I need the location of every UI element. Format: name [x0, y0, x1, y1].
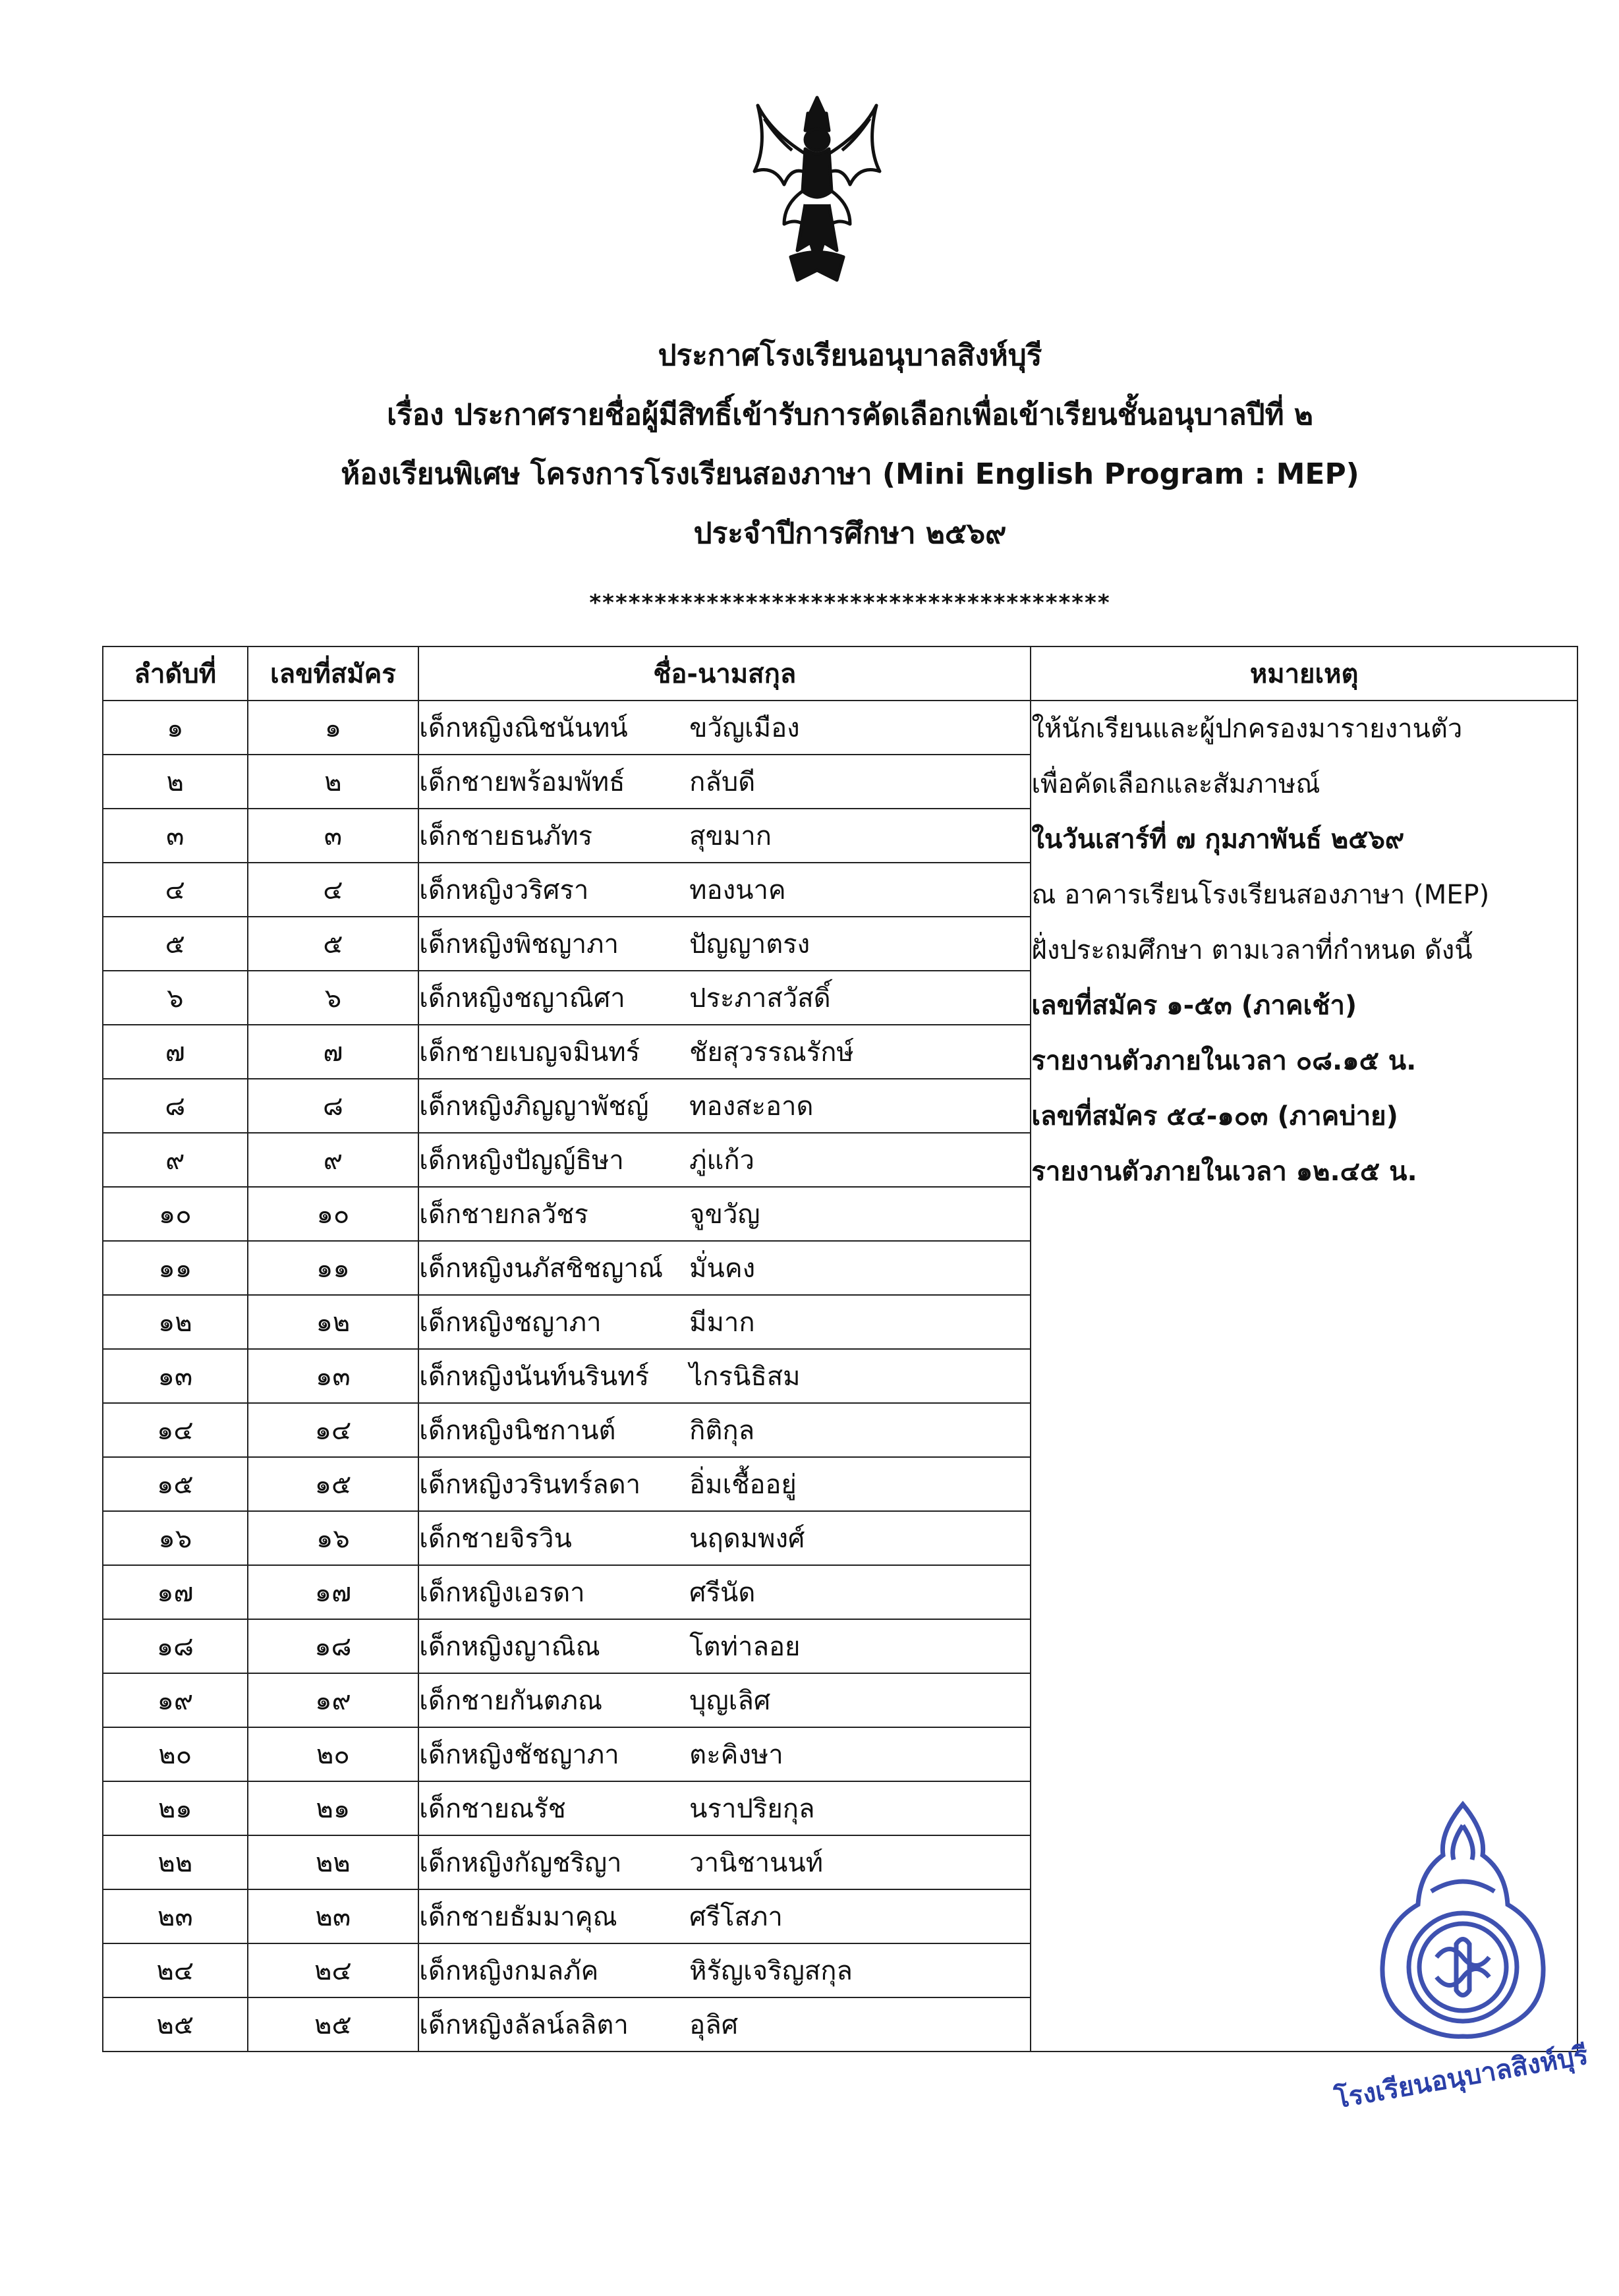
remark-line: รายงานตัวภายในเวลา ๑๒.๔๕ น. [1031, 1157, 1417, 1187]
first-name: เด็กหญิงเอรดา [419, 1578, 585, 1608]
application-no-cell: ๒ [248, 755, 419, 809]
first-name: เด็กชายกันตภณ [419, 1686, 603, 1716]
name-cell [418, 1781, 1031, 1835]
last-name: ศรีนัด [689, 1578, 756, 1608]
remark-line: ณ อาคารเรียนโรงเรียนสองภาษา (MEP) [1031, 880, 1490, 910]
application-no-cell: ๑๖ [248, 1511, 419, 1565]
first-name: เด็กหญิงกมลภัค [419, 1956, 599, 1986]
last-name: นฤดมพงศ์ [689, 1524, 805, 1554]
order-cell: ๙ [103, 1133, 248, 1187]
last-name: ขวัญเมือง [689, 713, 800, 743]
first-name: เด็กชายกลวัชร [419, 1199, 588, 1230]
header-order: ลำดับที่ [103, 646, 248, 701]
first-name: เด็กชายจิรวิน [419, 1524, 572, 1554]
application-no-cell: ๒๓ [248, 1889, 419, 1943]
separator-stars: **************************************** [589, 590, 1111, 616]
application-no-cell: ๑๙ [248, 1673, 419, 1727]
application-no-cell: ๘ [248, 1079, 419, 1133]
name-cell [418, 1565, 1031, 1619]
order-cell: ๒๐ [103, 1727, 248, 1781]
order-cell: ๒๒ [103, 1835, 248, 1889]
order-cell: ๕ [103, 917, 248, 971]
last-name: อุลิศ [689, 2010, 739, 2040]
remark-line: เลขที่สมัคร ๕๔-๑๐๓ (ภาคบ่าย) [1031, 1101, 1398, 1132]
first-name: เด็กหญิงวรินทร์ลดา [419, 1470, 641, 1500]
order-cell: ๑๓ [103, 1349, 248, 1403]
order-cell: ๓ [103, 809, 248, 863]
remark-line: เพื่อคัดเลือกและสัมภาษณ์ [1031, 769, 1321, 799]
last-name: บุญเลิศ [689, 1686, 771, 1716]
header-application-no: เลขที่สมัคร [248, 646, 419, 701]
name-cell [418, 1835, 1031, 1889]
remark-line: รายงานตัวภายในเวลา ๐๘.๑๕ น. [1031, 1046, 1417, 1076]
order-cell: ๑๙ [103, 1673, 248, 1727]
last-name: มีมาก [689, 1307, 755, 1338]
order-cell: ๒๕ [103, 1997, 248, 2052]
name-cell [418, 1997, 1031, 2052]
order-cell: ๑๖ [103, 1511, 248, 1565]
application-no-cell: ๒๑ [248, 1781, 419, 1835]
order-cell: ๑๒ [103, 1295, 248, 1349]
title-line-year: ประจำปีการศึกษา ๒๕๖๙ [693, 517, 1007, 550]
first-name: เด็กหญิงปัญญ์ธิษา [419, 1145, 624, 1176]
name-cell [418, 1889, 1031, 1943]
last-name: นราปริยกุล [689, 1794, 815, 1824]
order-cell: ๒๑ [103, 1781, 248, 1835]
order-cell: ๑๔ [103, 1403, 248, 1457]
application-no-cell: ๒๒ [248, 1835, 419, 1889]
first-name: เด็กหญิงวริศรา [419, 875, 589, 905]
svg-text:โรงเรียนอนุบาลสิงห์บุรี: โรงเรียนอนุบาลสิงห์บุรี [1332, 2040, 1591, 2115]
order-cell: ๑๐ [103, 1187, 248, 1241]
application-no-cell: ๒๕ [248, 1997, 419, 2052]
last-name: ประภาสวัสดิ์ [689, 983, 831, 1014]
application-no-cell: ๑๕ [248, 1457, 419, 1511]
name-cell [418, 1349, 1031, 1403]
name-cell [418, 1133, 1031, 1187]
last-name: ปัญญาตรง [689, 929, 810, 960]
name-cell [418, 1727, 1031, 1781]
school-seal-icon [1332, 1793, 1591, 2115]
first-name: เด็กหญิงภิญญาพัชญ์ [419, 1091, 649, 1122]
application-no-cell: ๒๔ [248, 1943, 419, 1997]
last-name: ศรีโสภา [689, 1902, 783, 1932]
application-no-cell: ๑๑ [248, 1241, 419, 1295]
order-cell: ๗ [103, 1025, 248, 1079]
name-cell [418, 1943, 1031, 1997]
first-name: เด็กหญิงกัญชริญา [419, 1848, 622, 1878]
name-cell [418, 1619, 1031, 1673]
application-no-cell: ๓ [248, 809, 419, 863]
name-cell [418, 701, 1031, 755]
first-name: เด็กหญิงณิชนันทน์ [419, 713, 628, 743]
last-name: ทองสะอาด [689, 1091, 814, 1122]
first-name: เด็กหญิงชัชญาภา [419, 1740, 619, 1770]
table-row [103, 701, 1577, 755]
name-cell [418, 1079, 1031, 1133]
first-name: เด็กชายธนภัทร [419, 821, 593, 851]
applicant-table [102, 646, 1578, 2052]
first-name: เด็กหญิงลัลน์ลลิตา [419, 2010, 629, 2040]
order-cell: ๒๔ [103, 1943, 248, 1997]
remark-line: ในวันเสาร์ที่ ๗ กุมภาพันธ์ ๒๕๖๙ [1031, 824, 1405, 855]
name-cell [418, 863, 1031, 917]
first-name: เด็กชายธัมมาคุณ [419, 1902, 617, 1932]
last-name: จูขวัญ [689, 1199, 760, 1230]
order-cell: ๔ [103, 863, 248, 917]
header-name: ชื่อ-นามสกุล [418, 646, 1031, 701]
first-name: เด็กหญิงนันท์นรินทร์ [419, 1362, 650, 1392]
last-name: โตท่าลอย [689, 1632, 801, 1662]
application-no-cell: ๔ [248, 863, 419, 917]
name-cell [418, 809, 1031, 863]
last-name: ชัยสุวรรณรักษ์ [689, 1037, 854, 1068]
name-cell [418, 1511, 1031, 1565]
application-no-cell: ๑๓ [248, 1349, 419, 1403]
application-no-cell: ๖ [248, 971, 419, 1025]
last-name: ทองนาค [689, 875, 786, 905]
last-name: มั่นคง [689, 1253, 756, 1284]
last-name: ไกรนิธิสม [689, 1362, 801, 1392]
remark-line: ฝั่งประถมศึกษา ตามเวลาที่กำหนด ดังนี้ [1031, 935, 1473, 965]
first-name: เด็กชายณรัช [419, 1794, 566, 1824]
order-cell: ๑๗ [103, 1565, 248, 1619]
title-line-school: ประกาศโรงเรียนอนุบาลสิงห์บุรี [658, 339, 1042, 372]
first-name: เด็กหญิงนภัสชิชญาณ์ [419, 1253, 664, 1284]
last-name: อิ่มเชื้ออยู่ [689, 1470, 797, 1500]
last-name: หิรัญเจริญสกุล [689, 1956, 853, 1986]
name-cell [418, 1295, 1031, 1349]
last-name: ตะคิงษา [689, 1740, 783, 1770]
remark-line: เลขที่สมัคร ๑-๕๓ (ภาคเช้า) [1031, 990, 1357, 1021]
order-cell: ๑๑ [103, 1241, 248, 1295]
garuda-emblem-icon [745, 92, 890, 290]
last-name: ภู่แก้ว [689, 1145, 754, 1176]
application-no-cell: ๑ [248, 701, 419, 755]
last-name: กิติกุล [689, 1416, 755, 1446]
application-no-cell: ๙ [248, 1133, 419, 1187]
first-name: เด็กหญิงชญาณิศา [419, 983, 625, 1014]
application-no-cell: ๑๔ [248, 1403, 419, 1457]
header-remark: หมายเหตุ [1031, 646, 1577, 701]
name-cell [418, 755, 1031, 809]
title-line-subject: เรื่อง ประกาศรายชื่อผู้มีสิทธิ์เข้ารับการคัดเลือกเพื่อเข้าเรียนชั้นอนุบาลปีที่ ๒ [387, 398, 1313, 432]
application-no-cell: ๑๒ [248, 1295, 419, 1349]
name-cell [418, 1025, 1031, 1079]
application-no-cell: ๒๐ [248, 1727, 419, 1781]
name-cell [418, 1187, 1031, 1241]
order-cell: ๑๘ [103, 1619, 248, 1673]
application-no-cell: ๕ [248, 917, 419, 971]
name-cell [418, 971, 1031, 1025]
order-cell: ๑๕ [103, 1457, 248, 1511]
order-cell: ๖ [103, 971, 248, 1025]
application-no-cell: ๑๘ [248, 1619, 419, 1673]
name-cell [418, 1673, 1031, 1727]
application-no-cell: ๑๐ [248, 1187, 419, 1241]
name-cell [418, 917, 1031, 971]
order-cell: ๘ [103, 1079, 248, 1133]
last-name: วานิชานนท์ [689, 1848, 824, 1878]
first-name: เด็กหญิงชญาภา [419, 1307, 602, 1338]
application-no-cell: ๑๗ [248, 1565, 419, 1619]
first-name: เด็กชายพร้อมพัทธ์ [419, 767, 625, 797]
remark-line: ให้นักเรียนและผู้ปกครองมารายงานตัว [1031, 714, 1463, 744]
order-cell: ๒๓ [103, 1889, 248, 1943]
table-header-row [103, 646, 1577, 701]
application-no-cell: ๗ [248, 1025, 419, 1079]
name-cell [418, 1241, 1031, 1295]
name-cell [418, 1403, 1031, 1457]
first-name: เด็กชายเบญจมินทร์ [419, 1037, 640, 1068]
order-cell: ๒ [103, 755, 248, 809]
first-name: เด็กหญิงพิชญาภา [419, 929, 619, 960]
first-name: เด็กหญิงญาณิณ [419, 1632, 600, 1662]
title-line-program: ห้องเรียนพิเศษ โครงการโรงเรียนสองภาษา (Mini English Program : MEP) [341, 457, 1359, 491]
last-name: กลับดี [689, 767, 756, 797]
first-name: เด็กหญิงนิชกานต์ [419, 1416, 616, 1446]
announcement-title [198, 326, 1502, 563]
order-cell: ๑ [103, 701, 248, 755]
last-name: สุขมาก [689, 821, 772, 851]
name-cell [418, 1457, 1031, 1511]
